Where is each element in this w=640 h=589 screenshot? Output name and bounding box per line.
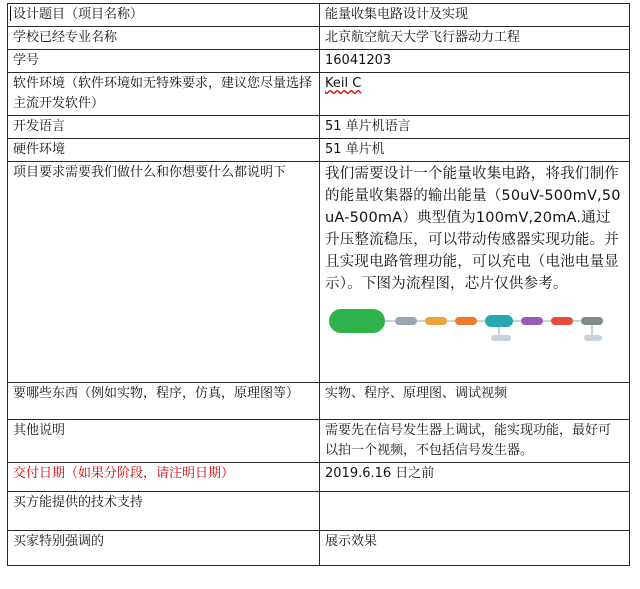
value-other-notes: 需要先在信号发生器上调试，能实现功能，最好可以拍一个视频，不包括信号发生器。	[320, 420, 630, 463]
value-project-name: 能量收集电路设计及实现	[320, 4, 630, 27]
table-row	[8, 27, 630, 50]
value-school-major: 北京航空航天大学飞行器动力工程	[320, 27, 630, 50]
label-requirements: 项目要求需要我们做什么和你想要什么都说明下	[8, 162, 320, 383]
value-buyer-emphasis: 展示效果	[320, 531, 630, 566]
table-row	[8, 162, 630, 383]
label-buyer-emphasis: 买家特别强调的	[8, 531, 320, 566]
software-env-text: Keil C	[325, 76, 362, 91]
table-row	[8, 4, 630, 27]
flowchart-image	[329, 307, 621, 347]
value-tech-support	[320, 492, 630, 531]
table-row	[8, 50, 630, 73]
table-row	[8, 73, 630, 116]
label-student-id: 学号	[8, 50, 320, 73]
value-software-env	[320, 73, 630, 116]
value-dev-language: 51 单片机语言	[320, 116, 630, 139]
label-tech-support: 买方能提供的技术支持	[8, 492, 320, 531]
label-software-env: 软件环境（软件环境如无特殊要求，建议您尽量选择主流开发软件）	[8, 73, 320, 116]
table-row	[8, 383, 630, 420]
label-dev-language: 开发语言	[8, 116, 320, 139]
value-requirements	[320, 162, 630, 383]
value-deliverables: 实物、程序、原理图、调试视频	[320, 383, 630, 420]
label-hardware-env: 硬件环境	[8, 139, 320, 162]
table-row	[8, 463, 630, 492]
value-delivery-date: 2019.6.16 日之前	[320, 463, 630, 492]
label-delivery-date: 交付日期（如果分阶段，请注明日期）	[8, 463, 320, 492]
table-row	[8, 492, 630, 531]
requirements-table	[7, 3, 630, 566]
table-row	[8, 116, 630, 139]
value-hardware-env: 51 单片机	[320, 139, 630, 162]
value-student-id: 16041203	[320, 50, 630, 73]
table-row	[8, 139, 630, 162]
label-deliverables: 要哪些东西（例如实物，程序，仿真，原理图等）	[8, 383, 320, 420]
requirements-text: 我们需要设计一个能量收集电路，将我们制作的能量收集器的输出能量（50uV-500mV,50uA-500mA）典型值为100mV,20mA.通过升压整流稳压，可以带动传感器实现功能。并且实现电路管理功能，可以充电（电池电量显示）。下图为流程图，芯片仅供参考。	[325, 166, 621, 292]
label-other-notes: 其他说明	[8, 420, 320, 463]
label-school-major: 学校已经专业名称	[8, 27, 320, 50]
table-row	[8, 531, 630, 566]
label-project-name: 设计题目（项目名称）	[8, 4, 320, 27]
table-row	[8, 420, 630, 463]
